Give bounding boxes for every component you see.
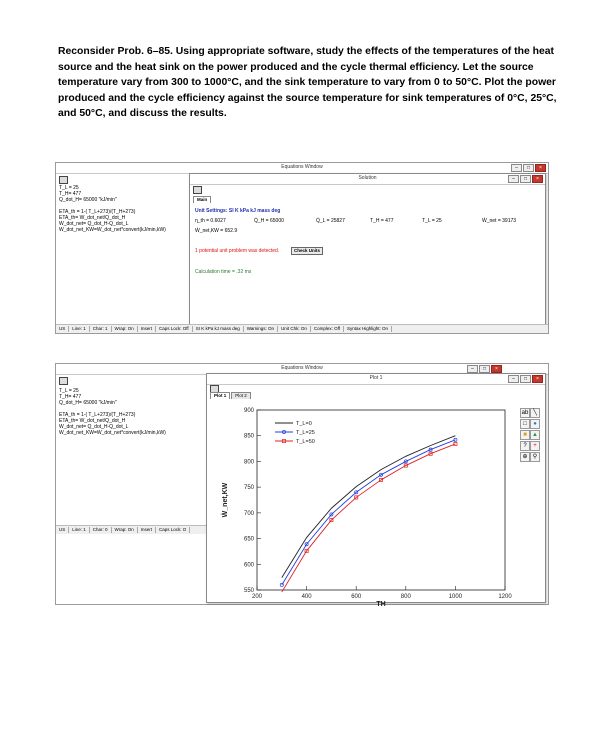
- info-icon[interactable]: ?: [520, 441, 530, 451]
- equation-line: W_dot_net= Q_dot_H-Q_dot_L: [59, 221, 129, 227]
- tab-plot-2[interactable]: Plot 2: [231, 392, 251, 399]
- check-units-button[interactable]: Check Units: [291, 247, 323, 255]
- equation-line: T_H= 477: [59, 191, 82, 197]
- rectangle-tool-icon[interactable]: □: [520, 419, 530, 429]
- y-tick-label: 900: [243, 408, 254, 414]
- x-tick-label: 1000: [448, 594, 463, 600]
- x-axis-label: TH: [376, 601, 386, 608]
- solution-title-bar: [190, 174, 545, 185]
- status-item: Warnings: On: [244, 326, 278, 332]
- unit-warning: 1 potential unit problem was detected.: [195, 248, 280, 254]
- y-tick-label: 700: [243, 510, 254, 517]
- x-tick-label: 600: [351, 594, 362, 600]
- x-tick-label: 800: [400, 594, 411, 600]
- status-item: Wrap: On: [112, 527, 138, 533]
- color-square-icon[interactable]: ■: [520, 430, 530, 440]
- legend-label: T_L=50: [296, 439, 315, 445]
- window-controls: [467, 365, 502, 373]
- x-tick-label: 200: [251, 594, 263, 600]
- equation-line: ETA_th = 1-( T_L+273)/(T_H+273): [59, 209, 136, 215]
- search-icon[interactable]: ⚲: [530, 452, 540, 462]
- close-button[interactable]: ×: [532, 175, 543, 183]
- status-item: Unit Chk: On: [278, 326, 311, 332]
- status-item: Complex: Off: [311, 326, 344, 332]
- app-icon: [59, 176, 68, 184]
- crosshair-icon[interactable]: +: [530, 441, 540, 451]
- minimize-button[interactable]: –: [508, 375, 519, 383]
- status-item: Wrap: On: [112, 326, 138, 332]
- solution-tabs: [193, 196, 211, 203]
- series-line: [282, 444, 456, 592]
- status-bar: [56, 525, 206, 534]
- series-line: [282, 436, 456, 578]
- circle-tool-icon[interactable]: ●: [530, 419, 540, 429]
- status-item: US: [56, 527, 69, 533]
- chart-axes: [221, 408, 512, 608]
- close-button[interactable]: ×: [532, 375, 543, 383]
- status-bar: [56, 324, 548, 333]
- plot-window-title: Plot 1: [369, 375, 383, 381]
- equations-editor[interactable]: [59, 185, 166, 233]
- result-ql: Q̇_L = 25827: [316, 218, 345, 224]
- power-vs-source-temperature-chart: [207, 374, 545, 608]
- solution-window-controls: [508, 175, 543, 183]
- result-qh: Q̇_H = 65000: [254, 218, 284, 224]
- tab-plot-1[interactable]: Plot 1: [210, 392, 230, 399]
- chart-legend: [275, 421, 315, 445]
- result-eta: η_th = 0.6027: [195, 218, 226, 224]
- equation-line: W_dot_net= Q_dot_H-Q_dot_L: [59, 424, 129, 430]
- plot-window: [206, 373, 546, 608]
- status-item: Caps Lock: O: [156, 527, 190, 533]
- status-item: Insert: [138, 326, 156, 332]
- calculation-time: Calculation time = .32 ms: [195, 269, 252, 275]
- x-tick-label: 400: [301, 594, 312, 600]
- equation-line: ETA_th= W_dot_net/Q_dot_H: [59, 418, 126, 424]
- legend-label: T_L=25: [296, 430, 315, 436]
- close-button[interactable]: ×: [535, 164, 546, 172]
- window-controls: [511, 164, 546, 172]
- y-tick-label: 800: [243, 459, 254, 466]
- result-wnet-kw: Ẇ_net,KW = 652.9: [195, 228, 238, 234]
- status-item: Caps Lock: Off: [156, 326, 193, 332]
- result-tl: T_L = 25: [422, 218, 442, 224]
- x-tick-label: 1200: [498, 594, 512, 600]
- equations-editor[interactable]: [59, 388, 166, 436]
- solution-window: [189, 173, 546, 325]
- status-item: Line: 1: [69, 326, 90, 332]
- minimize-button[interactable]: –: [508, 175, 519, 183]
- result-th: T_H = 477: [370, 218, 394, 224]
- maximize-button[interactable]: □: [520, 175, 531, 183]
- status-item: Char: 0: [90, 527, 112, 533]
- y-tick-label: 550: [243, 588, 254, 594]
- line-tool-icon[interactable]: ╲: [530, 408, 540, 418]
- zoom-icon[interactable]: ⊕: [520, 452, 530, 462]
- minimize-button[interactable]: –: [467, 365, 478, 373]
- equation-line: ETA_th = 1-( T_L+273)/(T_H+273): [59, 412, 136, 418]
- minimize-button[interactable]: –: [511, 164, 522, 172]
- window-title: Equations Window: [281, 164, 323, 170]
- equation-line: W_dot_net_KW=W_dot_net*convert(kJ/min,kW): [59, 430, 166, 436]
- equation-line: T_H= 477: [59, 394, 82, 400]
- y-tick-label: 650: [243, 536, 254, 543]
- y-axis-label: Ẇ_net,KW: [222, 482, 229, 518]
- equation-line: ETA_th= W_dot_net/Q_dot_H: [59, 215, 126, 221]
- legend-label: T_L=0: [296, 421, 312, 427]
- screenshot-equations-plot: [55, 363, 549, 608]
- app-icon: [59, 377, 68, 385]
- status-item: US: [56, 326, 69, 332]
- tab-main[interactable]: Main: [193, 196, 211, 203]
- maximize-button[interactable]: □: [523, 164, 534, 172]
- equation-line: T_L = 25: [59, 185, 79, 191]
- equation-line: Q_dot_H= 65000 "kJ/min": [59, 197, 117, 203]
- window-title: Equations Window: [281, 365, 323, 371]
- solution-icon: [193, 186, 202, 194]
- chart-series: [280, 436, 457, 592]
- y-tick-label: 750: [243, 485, 254, 492]
- equation-line: Q_dot_H= 65000 "kJ/min": [59, 400, 117, 406]
- problem-statement: Reconsider Prob. 6–85. Using appropriate software, study the effects of the temperatures of the heat source and the heat sink on the power produced and the cycle thermal efficiency. Let the source temperature vary from 300 to 1000°C, and the sink temperature to vary from 0 to 50°C. Plot the power produced and the cycle efficiency against the source temperature for sink temperatures of 0°C, 25°C, and 50°C, and discuss the results.: [58, 46, 557, 120]
- status-item: Line: 1: [69, 527, 90, 533]
- solution-title: Solution: [358, 175, 377, 181]
- maximize-button[interactable]: □: [479, 365, 490, 373]
- equation-line: T_L = 25: [59, 388, 79, 394]
- y-tick-label: 850: [243, 433, 254, 440]
- equation-line: W_dot_net_KW=W_dot_net*convert(kJ/min,kW): [59, 227, 166, 233]
- data-point: [280, 583, 283, 586]
- status-item: Syntax Highlight: On: [344, 326, 392, 332]
- status-item: Char: 1: [90, 326, 112, 332]
- unit-settings: Unit Settings: SI K kPa kJ mass deg: [195, 208, 281, 214]
- text-tool-icon[interactable]: ab: [521, 410, 529, 416]
- result-wnet: Ẇ_net = 39173: [482, 218, 517, 224]
- y-tick-label: 600: [243, 562, 254, 569]
- series-line: [282, 440, 456, 585]
- triangle-tool-icon[interactable]: ▲: [530, 430, 540, 440]
- status-item: Insert: [138, 527, 156, 533]
- screenshot-equations-solution: [55, 162, 549, 334]
- close-button[interactable]: ×: [491, 365, 502, 373]
- plot-frame: [257, 410, 505, 590]
- maximize-button[interactable]: □: [520, 375, 531, 383]
- status-item: SI K kPa kJ mass deg: [193, 326, 244, 332]
